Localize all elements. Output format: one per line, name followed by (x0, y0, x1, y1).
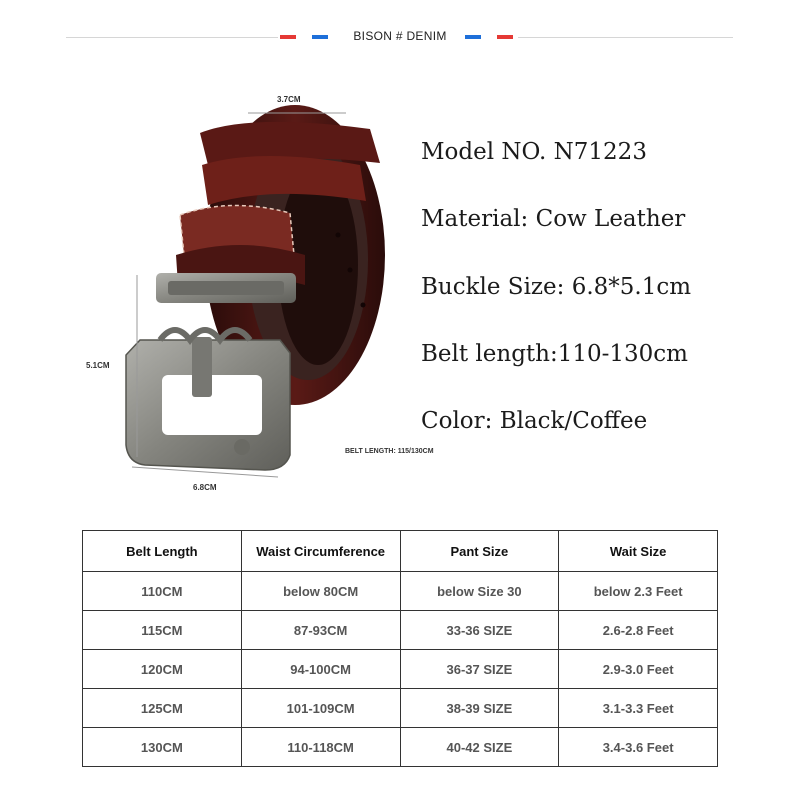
cell-belt-length: 110CM (83, 572, 242, 611)
cell-pant-size: 40-42 SIZE (400, 728, 559, 767)
table-header-row (83, 531, 718, 572)
table-row (83, 611, 718, 650)
belt-hole (361, 303, 366, 308)
dim-label-height: 5.1CM (86, 361, 110, 370)
spec-material: Material: Cow Leather (421, 206, 686, 232)
header-belt-length: Belt Length (83, 531, 242, 572)
buckle-prong (192, 337, 212, 397)
belt-product-image (80, 85, 460, 505)
table-row (83, 572, 718, 611)
table-row (83, 650, 718, 689)
cell-belt-length: 125CM (83, 689, 242, 728)
cell-pant-size: 38-39 SIZE (400, 689, 559, 728)
cell-waist: 87-93CM (241, 611, 400, 650)
cell-wait-size: 2.9-3.0 Feet (559, 650, 718, 689)
belt-illustration (80, 85, 460, 505)
dim-label-width: 3.7CM (277, 95, 301, 104)
bison-emblem-icon (234, 439, 250, 455)
header-rule-right (518, 37, 733, 38)
cell-belt-length: 120CM (83, 650, 242, 689)
header-wait-size: Wait Size (559, 531, 718, 572)
spec-color: Color: Black/Coffee (421, 408, 648, 434)
table-row (83, 689, 718, 728)
cell-pant-size: below Size 30 (400, 572, 559, 611)
belt-hole (348, 268, 353, 273)
cell-wait-size: 3.1-3.3 Feet (559, 689, 718, 728)
cell-wait-size: 3.4-3.6 Feet (559, 728, 718, 767)
spec-model: Model NO. N71223 (421, 139, 647, 165)
cell-waist: 101-109CM (241, 689, 400, 728)
cell-belt-length: 115CM (83, 611, 242, 650)
spec-buckle-size: Buckle Size: 6.8*5.1cm (421, 274, 692, 300)
cell-wait-size: below 2.3 Feet (559, 572, 718, 611)
table-row (83, 728, 718, 767)
belt-hole (336, 233, 341, 238)
cell-waist: 94-100CM (241, 650, 400, 689)
cell-pant-size: 33-36 SIZE (400, 611, 559, 650)
spec-belt-length: Belt length:110-130cm (421, 341, 688, 367)
cell-pant-size: 36-37 SIZE (400, 650, 559, 689)
cell-waist: 110-118CM (241, 728, 400, 767)
dim-label-buckle: 6.8CM (193, 483, 217, 492)
header-rule-left (66, 37, 278, 38)
header-pant-size: Pant Size (400, 531, 559, 572)
header-waist-circumference: Waist Circumference (241, 531, 400, 572)
dim-label-belt-length: BELT LENGTH: 115/130CM (345, 448, 434, 455)
cell-belt-length: 130CM (83, 728, 242, 767)
size-table (82, 530, 718, 767)
cell-waist: below 80CM (241, 572, 400, 611)
buckle-top-slot (168, 281, 284, 295)
brand-title: BISON # DENIM (353, 29, 447, 43)
cell-wait-size: 2.6-2.8 Feet (559, 611, 718, 650)
